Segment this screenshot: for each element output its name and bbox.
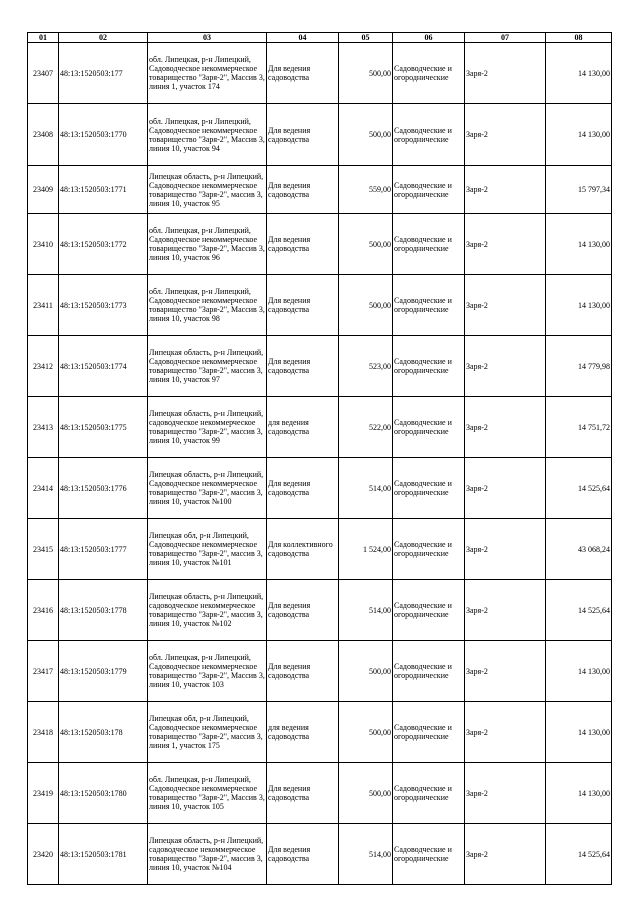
- cadastral-value: 43 068,24: [578, 544, 610, 554]
- area-cell: [339, 763, 393, 824]
- zone-cell: [465, 275, 546, 336]
- zone-cell: [465, 763, 546, 824]
- cadastral-value-cell: [546, 397, 612, 458]
- column-header-04: 04: [267, 33, 339, 43]
- land-category: Садоводческие и огороднические: [394, 784, 452, 802]
- permitted-use: Для ведения садоводства: [268, 296, 311, 314]
- permitted-use-cell: [267, 214, 339, 275]
- land-category-cell: [393, 580, 465, 641]
- land-category-cell: [393, 458, 465, 519]
- address: обл. Липецкая, р-н Липецкий, Садоводческое некоммерческое товарищество "Заря-2", Массив 3, линия 10, участок 98: [149, 287, 265, 323]
- area: 500,00: [369, 788, 391, 798]
- zone-cell: [465, 702, 546, 763]
- zone: Заря-2: [466, 544, 488, 554]
- zone-cell: [465, 397, 546, 458]
- area-cell: [339, 43, 393, 104]
- cadastral-number-cell: [59, 275, 148, 336]
- land-category: Садоводческие и огороднические: [394, 845, 452, 863]
- table-row: [28, 641, 612, 702]
- land-category-cell: [393, 275, 465, 336]
- area-cell: [339, 824, 393, 885]
- address: Липецкая область, р-н Липецкий, Садоводческое некоммерческое товарищество "Заря-2", массив 3, линия 10, участок 95: [149, 171, 264, 208]
- zone-cell: [465, 336, 546, 397]
- cadastral-value-cell: [546, 702, 612, 763]
- cadastral-number: 48:13:1520503:1778: [60, 605, 127, 615]
- cadastral-value-cell: [546, 166, 612, 214]
- cadastral-value: 14 779,98: [578, 361, 610, 371]
- cadastral-value: 14 130,00: [578, 666, 610, 676]
- address: обл. Липецкая, р-н Липецкий, Садоводческое некоммерческое товарищество "Заря-2", Массив 3, линия 10, участок 94: [149, 116, 265, 153]
- permitted-use: Для ведения садоводства: [268, 662, 311, 680]
- cadastral-number-cell: [59, 458, 148, 519]
- address-cell: [148, 641, 267, 702]
- permitted-use: Для ведения садоводства: [268, 64, 311, 82]
- table-row: [28, 702, 612, 763]
- address-cell: [148, 763, 267, 824]
- cadastral-number-cell: [59, 824, 148, 885]
- cadastral-number-cell: [59, 336, 148, 397]
- area-cell: [339, 702, 393, 763]
- permitted-use: Для ведения садоводства: [268, 125, 311, 144]
- land-category-cell: [393, 166, 465, 214]
- cadastral-number: 48:13:1520503:178: [60, 727, 123, 737]
- row-number: 23416: [33, 605, 53, 615]
- row-number: 23417: [33, 666, 53, 676]
- permitted-use-cell: [267, 641, 339, 702]
- cadastral-value: 14 525,64: [578, 483, 610, 493]
- column-header-03: 03: [148, 33, 267, 43]
- cadastral-number: 48:13:1520503:1776: [60, 483, 127, 493]
- permitted-use-cell: [267, 519, 339, 580]
- cadastral-value: 15 797,34: [578, 185, 610, 194]
- cadastral-number-cell: [59, 397, 148, 458]
- area: 514,00: [369, 483, 391, 493]
- cadastral-value-cell: [546, 43, 612, 104]
- address: обл. Липецкая, р-н Липецкий, Садоводческое некоммерческое товарищество "Заря-2", Массив 3, линия 10, участок 96: [149, 226, 265, 262]
- address: Липецкая область, р-н Липецкий, Садоводческое некоммерческое товарищество "Заря-2", массив 3, линия 10, участок 97: [149, 348, 264, 384]
- row-number-cell: [28, 763, 59, 824]
- table-row: [28, 580, 612, 641]
- row-number-cell: [28, 580, 59, 641]
- land-category-cell: [393, 824, 465, 885]
- permitted-use-cell: [267, 43, 339, 104]
- land-registry-table: [27, 32, 612, 885]
- cadastral-number: 48:13:1520503:1775: [60, 422, 127, 432]
- land-category-cell: [393, 641, 465, 702]
- table-row: [28, 43, 612, 104]
- row-number: 23412: [33, 361, 53, 371]
- area-cell: [339, 275, 393, 336]
- zone: Заря-2: [466, 239, 488, 249]
- column-header-08: 08: [546, 33, 612, 43]
- row-number-cell: [28, 458, 59, 519]
- cadastral-number: 48:13:1520503:177: [60, 68, 123, 78]
- cadastral-value-cell: [546, 104, 612, 166]
- land-category-cell: [393, 214, 465, 275]
- zone: Заря-2: [466, 361, 488, 371]
- area-cell: [339, 166, 393, 214]
- cadastral-value: 14 130,00: [578, 239, 610, 249]
- land-category: Садоводческие и огороднические: [394, 601, 452, 619]
- cadastral-value: 14 130,00: [578, 68, 610, 78]
- row-number: 23408: [33, 130, 53, 139]
- zone-cell: [465, 458, 546, 519]
- cadastral-value: 14 751,72: [578, 422, 610, 432]
- address-cell: [148, 397, 267, 458]
- address-cell: [148, 519, 267, 580]
- area: 514,00: [369, 849, 391, 859]
- cadastral-number: 48:13:1520503:1780: [60, 788, 127, 798]
- row-number: 23411: [33, 300, 53, 310]
- zone: Заря-2: [466, 666, 488, 676]
- row-number: 23419: [33, 788, 53, 798]
- land-category-cell: [393, 763, 465, 824]
- cadastral-value-cell: [546, 336, 612, 397]
- address-cell: [148, 824, 267, 885]
- area: 514,00: [369, 605, 391, 615]
- permitted-use: для ведения садоводства: [268, 723, 310, 741]
- cadastral-value-cell: [546, 641, 612, 702]
- column-header-02: 02: [59, 33, 148, 43]
- permitted-use-cell: [267, 763, 339, 824]
- row-number: 23420: [33, 849, 53, 859]
- permitted-use-cell: [267, 336, 339, 397]
- address: обл. Липецкая, р-н Липецкий, Садоводческое некоммерческое товарищество "Заря-2", Массив 3, линия 10, участок 103: [149, 653, 265, 689]
- zone: Заря-2: [466, 788, 488, 798]
- zone: Заря-2: [466, 422, 488, 432]
- column-header-06: 06: [393, 33, 465, 43]
- area: 522,00: [369, 422, 391, 432]
- address: Липецкая область, р-н Липецкий, садоводческое некоммерческое товарищество "Заря-2", массив 3, линия 10, участок №104: [149, 836, 264, 872]
- address-cell: [148, 275, 267, 336]
- land-category: Садоводческие и огороднические: [394, 357, 452, 375]
- zone-cell: [465, 641, 546, 702]
- area: 500,00: [369, 239, 391, 249]
- row-number: 23413: [33, 422, 53, 432]
- address-cell: [148, 702, 267, 763]
- cadastral-number: 48:13:1520503:1781: [60, 849, 127, 859]
- land-category-cell: [393, 104, 465, 166]
- cadastral-value: 14 130,00: [578, 130, 610, 139]
- cadastral-value: 14 525,64: [578, 605, 610, 615]
- area: 523,00: [369, 361, 391, 371]
- land-category-cell: [393, 43, 465, 104]
- table-row: [28, 519, 612, 580]
- row-number: 23415: [33, 544, 53, 554]
- land-category: Садоводческие и огороднические: [394, 479, 452, 497]
- zone-cell: [465, 43, 546, 104]
- zone: Заря-2: [466, 130, 488, 139]
- cadastral-value-cell: [546, 763, 612, 824]
- address: Липецкая обл, р-н Липецкий, Садоводческое некоммерческое товарищество "Заря-2", массив 3, линия 10, участок №101: [149, 531, 263, 567]
- area-cell: [339, 397, 393, 458]
- address: Липецкая область, р-н Липецкий, садоводческое некоммерческое товарищество "Заря-2", массив 3, линия 10, участок №102: [149, 592, 264, 628]
- zone: Заря-2: [466, 483, 488, 493]
- zone: Заря-2: [466, 849, 488, 859]
- table-row: [28, 824, 612, 885]
- land-category-cell: [393, 702, 465, 763]
- row-number-cell: [28, 397, 59, 458]
- cadastral-number-cell: [59, 166, 148, 214]
- row-number-cell: [28, 519, 59, 580]
- cadastral-number: 48:13:1520503:1774: [60, 361, 127, 371]
- table-row: [28, 336, 612, 397]
- area: 1 524,00: [363, 544, 391, 554]
- area: 500,00: [369, 300, 391, 310]
- land-category: Садоводческие и огороднические: [394, 662, 452, 680]
- cadastral-value: 14 130,00: [578, 727, 610, 737]
- column-header-01: 01: [28, 33, 59, 43]
- table-row: [28, 104, 612, 166]
- header-row: [28, 33, 612, 43]
- zone-cell: [465, 580, 546, 641]
- cadastral-value-cell: [546, 519, 612, 580]
- row-number-cell: [28, 214, 59, 275]
- cadastral-number-cell: [59, 580, 148, 641]
- address: Липецкая область, р-н Липецкий, садоводческое некоммерческое товарищество "Заря-2", массив 3, линия 10, участок 99: [149, 409, 264, 445]
- land-category-cell: [393, 336, 465, 397]
- cadastral-value: 14 130,00: [578, 788, 610, 798]
- area: 500,00: [369, 130, 391, 139]
- land-category: Садоводческие и огороднические: [394, 180, 452, 199]
- table-row: [28, 275, 612, 336]
- land-category: Садоводческие и огороднические: [394, 540, 452, 558]
- land-category: Садоводческие и огороднические: [394, 418, 452, 436]
- table-row: [28, 763, 612, 824]
- cadastral-number: 48:13:1520503:1772: [60, 239, 127, 249]
- cadastral-value-cell: [546, 824, 612, 885]
- permitted-use-cell: [267, 458, 339, 519]
- cadastral-number-cell: [59, 763, 148, 824]
- row-number-cell: [28, 104, 59, 166]
- table-row: [28, 458, 612, 519]
- cadastral-number-cell: [59, 214, 148, 275]
- zone: Заря-2: [466, 185, 488, 194]
- area-cell: [339, 641, 393, 702]
- cadastral-number: 48:13:1520503:1773: [60, 300, 127, 310]
- cadastral-number: 48:13:1520503:1770: [60, 130, 127, 139]
- row-number: 23418: [33, 727, 53, 737]
- address: Липецкая область, р-н Липецкий, Садоводческое некоммерческое товарищество "Заря-2", массив 3, линия 10, участок №100: [149, 470, 264, 506]
- land-category-cell: [393, 519, 465, 580]
- land-category: Садоводческие и огороднические: [394, 64, 452, 82]
- land-category: Садоводческие и огороднические: [394, 296, 452, 314]
- area: 500,00: [369, 666, 391, 676]
- cadastral-value-cell: [546, 214, 612, 275]
- column-header-07: 07: [465, 33, 546, 43]
- land-category: Садоводческие и огороднические: [394, 723, 452, 741]
- table-row: [28, 166, 612, 214]
- permitted-use-cell: [267, 824, 339, 885]
- column-header-05: 05: [339, 33, 393, 43]
- permitted-use-cell: [267, 702, 339, 763]
- land-category: Садоводческие и огороднические: [394, 125, 452, 144]
- address: обл. Липецкая, р-н Липецкий, Садоводческое некоммерческое товарищество "Заря-2", Массив 3, линия 10, участок 105: [149, 775, 265, 811]
- address-cell: [148, 104, 267, 166]
- cadastral-number-cell: [59, 104, 148, 166]
- permitted-use: Для ведения садоводства: [268, 601, 311, 619]
- cadastral-value-cell: [546, 580, 612, 641]
- zone: Заря-2: [466, 68, 488, 78]
- row-number-cell: [28, 824, 59, 885]
- area: 500,00: [369, 68, 391, 78]
- permitted-use: Для ведения садоводства: [268, 235, 311, 253]
- area: 559,00: [369, 185, 391, 194]
- land-category-cell: [393, 397, 465, 458]
- area-cell: [339, 458, 393, 519]
- permitted-use: Для ведения садоводства: [268, 845, 311, 863]
- cadastral-number-cell: [59, 641, 148, 702]
- address: обл. Липецкая, р-н Липецкий, Садоводческое некоммерческое товарищество "Заря-2", Массив 3, линия 1, участок 174: [149, 55, 265, 91]
- permitted-use: Для коллективного садоводства: [268, 540, 333, 558]
- row-number: 23409: [33, 185, 53, 194]
- cadastral-value-cell: [546, 458, 612, 519]
- cadastral-number-cell: [59, 43, 148, 104]
- land-category: Садоводческие и огороднические: [394, 235, 452, 253]
- address-cell: [148, 214, 267, 275]
- permitted-use: для ведения садоводства: [268, 418, 310, 436]
- row-number-cell: [28, 336, 59, 397]
- zone-cell: [465, 166, 546, 214]
- permitted-use: Для ведения садоводства: [268, 180, 311, 199]
- cadastral-value-cell: [546, 275, 612, 336]
- cadastral-number: 48:13:1520503:1777: [60, 544, 127, 554]
- permitted-use-cell: [267, 166, 339, 214]
- area-cell: [339, 104, 393, 166]
- address-cell: [148, 336, 267, 397]
- zone-cell: [465, 214, 546, 275]
- area-cell: [339, 519, 393, 580]
- area: 500,00: [369, 727, 391, 737]
- row-number-cell: [28, 43, 59, 104]
- row-number-cell: [28, 702, 59, 763]
- area-cell: [339, 580, 393, 641]
- zone-cell: [465, 824, 546, 885]
- permitted-use: Для ведения садоводства: [268, 479, 311, 497]
- row-number: 23410: [33, 239, 53, 249]
- area-cell: [339, 214, 393, 275]
- address: Липецкая обл, р-н Липецкий, Садоводческое некоммерческое товарищество "Заря-2", массив 3, линия 1, участок 175: [149, 714, 263, 750]
- zone: Заря-2: [466, 727, 488, 737]
- cadastral-number-cell: [59, 519, 148, 580]
- address-cell: [148, 43, 267, 104]
- row-number-cell: [28, 166, 59, 214]
- permitted-use-cell: [267, 275, 339, 336]
- zone: Заря-2: [466, 300, 488, 310]
- row-number-cell: [28, 641, 59, 702]
- cadastral-value: 14 525,64: [578, 849, 610, 859]
- permitted-use: Для ведения садоводства: [268, 357, 311, 375]
- address-cell: [148, 166, 267, 214]
- row-number-cell: [28, 275, 59, 336]
- permitted-use-cell: [267, 580, 339, 641]
- cadastral-number: 48:13:1520503:1771: [60, 185, 127, 194]
- table-row: [28, 397, 612, 458]
- address-cell: [148, 458, 267, 519]
- zone: Заря-2: [466, 605, 488, 615]
- permitted-use: Для ведения садоводства: [268, 784, 311, 802]
- cadastral-value: 14 130,00: [578, 300, 610, 310]
- zone-cell: [465, 104, 546, 166]
- zone-cell: [465, 519, 546, 580]
- cadastral-number-cell: [59, 702, 148, 763]
- permitted-use-cell: [267, 104, 339, 166]
- permitted-use-cell: [267, 397, 339, 458]
- table-row: [28, 214, 612, 275]
- address-cell: [148, 580, 267, 641]
- row-number: 23414: [33, 483, 53, 493]
- cadastral-number: 48:13:1520503:1779: [60, 666, 127, 676]
- area-cell: [339, 336, 393, 397]
- row-number: 23407: [33, 68, 53, 78]
